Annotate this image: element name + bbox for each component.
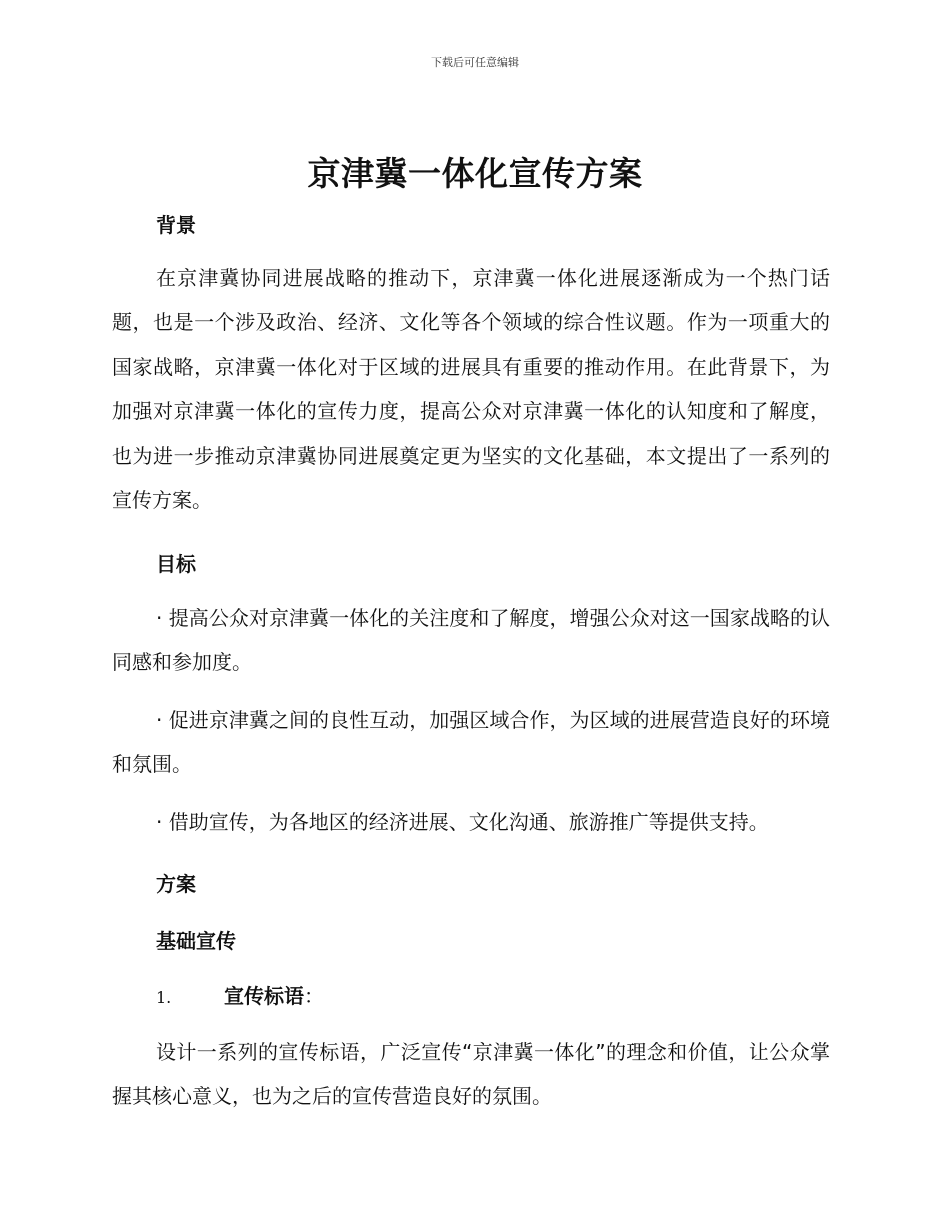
goal-item-1: · 提高公众对京津冀一体化的关注度和了解度，增强公众对这一国家战略的认同感和参加度。	[112, 606, 830, 674]
section-heading-goals: 目标	[156, 552, 196, 576]
item-label: 宣传标语	[224, 984, 304, 1008]
goal-item-3: · 借助宣传，为各地区的经济进展、文化沟通、旅游推广等提供支持。	[156, 810, 769, 834]
page-title: 京津冀一体化宣传方案	[307, 154, 643, 193]
background-paragraph: 在京津冀协同进展战略的推动下，京津冀一体化进展逐渐成为一个热门话题，也是一个涉及政治、经济、文化等各个领域的综合性议题。作为一项重大的国家战略，京津冀一体化对于区域的进展具有重要的推动作用。在此背景下，为加强对京津冀一体化的宣传力度，提高公众对京津冀一体化的认知度和了解度，也为进一步推动京津冀协同进展奠定更为坚实的文化基础，本文提出了一系列的宣传方案。	[112, 266, 830, 513]
section-heading-background: 背景	[156, 213, 196, 237]
item-colon: ：	[304, 984, 324, 1008]
numbered-item-slogan	[156, 980, 324, 1009]
header-note: 下载后可任意编辑	[431, 56, 519, 69]
section-heading-plan: 方案	[156, 872, 196, 896]
slogan-paragraph: 设计一系列的宣传标语，广泛宣传“京津冀一体化”的理念和价值，让公众掌握其核心意义，也为之后的宣传营造良好的氛围。	[112, 1040, 830, 1109]
subheading-basic-promotion: 基础宣传	[156, 929, 236, 953]
goal-item-2: · 促进京津冀之间的良性互动，加强区域合作，为区域的进展营造良好的环境和氛围。	[112, 708, 830, 776]
item-number: 1.	[156, 988, 172, 1007]
